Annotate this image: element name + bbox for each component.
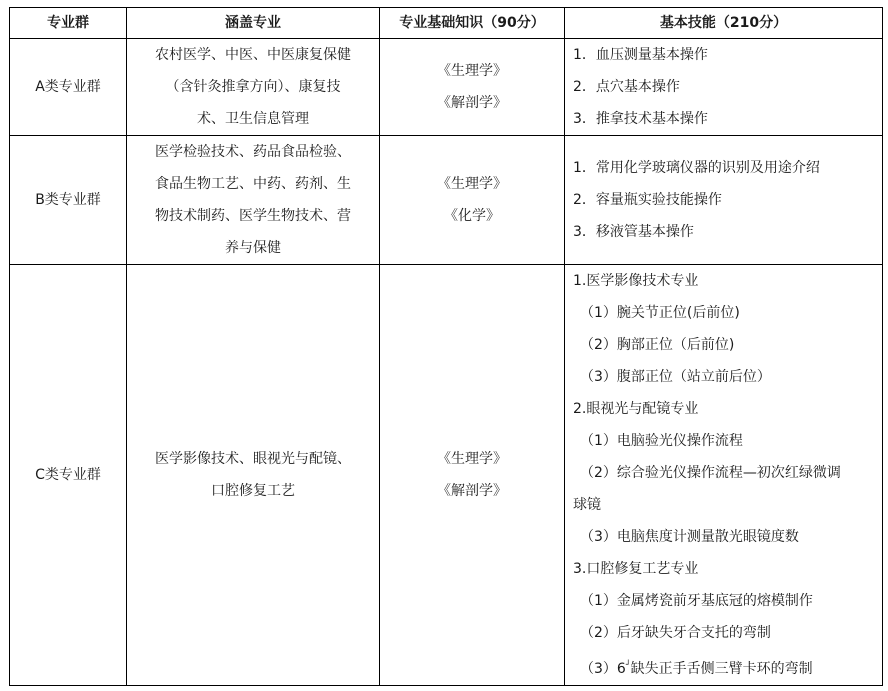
skill-item: （1）金属烤瓷前牙基底冠的熔模制作	[580, 593, 813, 609]
knowledge-item: 《解剖学》	[437, 95, 507, 111]
knowledge-item: 《解剖学》	[437, 483, 507, 499]
majors-line: 医学检验技术、药品食品检验、	[155, 144, 351, 160]
skill-item: 2．点穴基本操作	[573, 79, 680, 95]
knowledge-cell	[380, 136, 565, 265]
knowledge-cell	[380, 265, 565, 686]
group-name: A类专业群	[10, 39, 127, 136]
header-skills: 基本技能（210分）	[565, 8, 883, 39]
majors-line: 食品生物工艺、中药、药剂、生	[155, 176, 351, 192]
majors-cell	[127, 136, 380, 265]
skill-item: 3．推拿技术基本操作	[573, 111, 708, 127]
skill-item: （1）电脑验光仪操作流程	[580, 433, 743, 449]
group-name: B类专业群	[10, 136, 127, 265]
skill-item: 2．容量瓶实验技能操作	[573, 192, 722, 208]
skill-item: （1）腕关节正位(后前位)	[580, 305, 740, 321]
majors-line: 医学影像技术、眼视光与配镜、	[155, 451, 351, 467]
knowledge-item: 《生理学》	[437, 451, 507, 467]
majors-line: 口腔修复工艺	[211, 483, 295, 499]
skill-heading: 2.眼视光与配镜专业	[573, 401, 699, 417]
skills-cell	[565, 39, 883, 136]
majors-cell	[127, 39, 380, 136]
skill-item: （2）综合验光仪操作流程—初次红绿微调	[580, 465, 841, 481]
skill-item	[573, 649, 878, 685]
skill-item: （2）后牙缺失牙合支托的弯制	[580, 625, 771, 641]
knowledge-cell	[380, 39, 565, 136]
majors-line: 养与保健	[225, 240, 281, 256]
skill-item: 1．血压测量基本操作	[573, 47, 708, 63]
skill-item: 3．移液管基本操作	[573, 224, 694, 240]
tooth-position-mark: ┘	[625, 660, 631, 669]
header-group: 专业群	[10, 8, 127, 39]
header-majors: 涵盖专业	[127, 8, 380, 39]
skill-heading: 3.口腔修复工艺专业	[573, 561, 699, 577]
skill-item: （3）电脑焦度计测量散光眼镜度数	[580, 529, 799, 545]
skills-cell	[565, 265, 883, 686]
skill-item: （3）腹部正位（站立前后位）	[580, 369, 771, 385]
majors-cell	[127, 265, 380, 686]
knowledge-item: 《生理学》	[437, 176, 507, 192]
skill-heading: 1.医学影像技术专业	[573, 273, 699, 289]
group-name: C类专业群	[10, 265, 127, 686]
table-row	[10, 136, 883, 265]
majors-line: （含针灸推拿方向）、康复技	[165, 79, 341, 95]
skill-item-continuation: 球镜	[573, 497, 601, 513]
header-row	[10, 8, 883, 39]
skill-item-prefix: （3）6	[580, 661, 626, 677]
table-row	[10, 39, 883, 136]
exam-skills-table	[9, 7, 883, 686]
header-knowledge: 专业基础知识（90分）	[380, 8, 565, 39]
skill-item: （2）胸部正位（后前位)	[580, 337, 735, 353]
skills-cell	[565, 136, 883, 265]
majors-line: 农村医学、中医、中医康复保健	[155, 47, 351, 63]
skill-item: 1．常用化学玻璃仪器的识别及用途介绍	[573, 160, 820, 176]
table-row	[10, 265, 883, 686]
knowledge-item: 《生理学》	[437, 63, 507, 79]
majors-line: 物技术制药、医学生物技术、营	[155, 208, 351, 224]
skill-item-text: 缺失正手舌侧三臂卡环的弯制	[630, 661, 813, 677]
majors-line: 术、卫生信息管理	[197, 111, 309, 127]
knowledge-item: 《化学》	[444, 208, 500, 224]
